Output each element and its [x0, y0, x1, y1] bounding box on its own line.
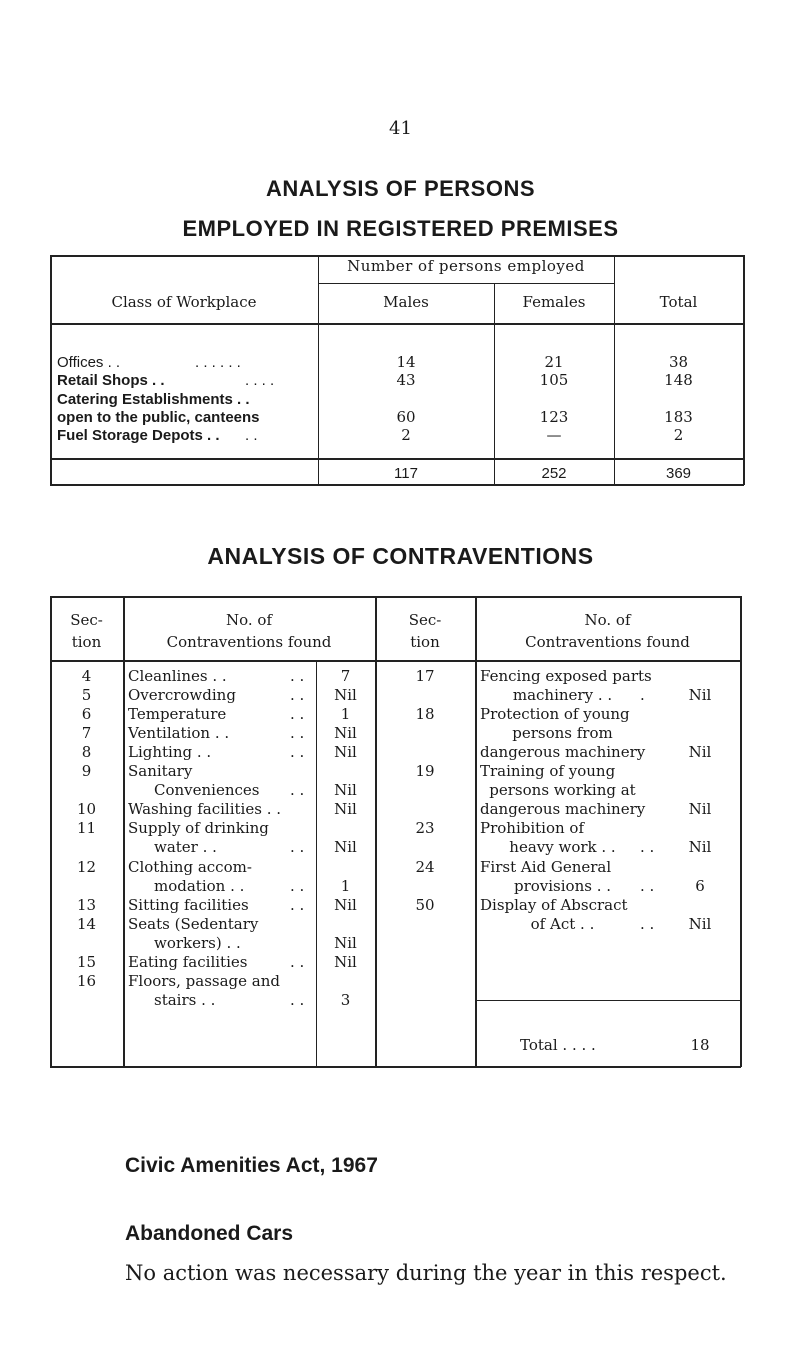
row-males: 43 — [396, 371, 416, 389]
contra-count: 7 — [340, 667, 351, 685]
col-class-header: Class of Workplace — [111, 293, 257, 311]
contra-count: Nil — [334, 933, 357, 952]
contra-item: machinery . . — [512, 686, 613, 705]
contra-item: Protection of young — [480, 705, 630, 724]
col-males-header: Males — [383, 293, 429, 311]
contra-item: Display of Abscract — [480, 895, 628, 914]
contra-item: dangerous machinery — [480, 743, 646, 762]
contra-item: Lighting . . — [128, 743, 212, 762]
row-males: 14 — [396, 353, 416, 371]
contra-item: of Act . . — [530, 914, 595, 933]
col-no-of-header: No. of — [584, 611, 631, 629]
contra-item: Supply of drinking — [128, 819, 269, 838]
table-rule — [475, 596, 477, 1067]
contraventions-title: ANALYSIS OF CONTRAVENTIONS — [207, 543, 594, 569]
contra-count: Nil — [334, 952, 357, 971]
contra-count: Nil — [688, 838, 712, 857]
contra-item: workers) . . — [154, 933, 241, 952]
contra-item: persons working at — [489, 781, 636, 800]
abandoned-cars-text: No action was necessary during the year in this respect. — [125, 1261, 727, 1285]
contra-dots: . . — [290, 686, 305, 705]
contra-total-value: 18 — [690, 1036, 710, 1054]
contra-dots: . . — [290, 952, 305, 971]
contra-section: 10 — [76, 800, 97, 819]
row-females: 123 — [539, 408, 569, 426]
table-rule — [743, 255, 745, 485]
contra-section: 14 — [76, 914, 97, 933]
contra-section: 24 — [415, 857, 435, 876]
contra-item: Cleanlines . . — [128, 667, 227, 685]
contra-section: 8 — [81, 743, 92, 762]
contra-dots: . . — [290, 724, 305, 743]
contra-section: 50 — [415, 895, 435, 914]
contra-item: Seats (Sedentary — [128, 914, 259, 933]
contra-count: Nil — [688, 914, 712, 933]
col-section-header: Sec- — [70, 611, 103, 629]
col-contra-header: Contraventions found — [525, 633, 690, 651]
contra-section: 11 — [76, 819, 97, 838]
contra-section: 15 — [76, 952, 97, 971]
contra-count: Nil — [688, 686, 712, 705]
contra-count: 1 — [340, 876, 351, 895]
row-females: — — [546, 426, 562, 444]
col-total-header: Total — [659, 293, 698, 311]
row-males: 2 — [401, 426, 411, 444]
contra-section: 18 — [415, 705, 435, 724]
row-total: 2 — [673, 426, 684, 444]
col-females-header: Females — [522, 293, 586, 311]
contra-section: 6 — [81, 705, 92, 724]
row-males: 60 — [396, 408, 416, 426]
col-section-header: tion — [410, 633, 440, 651]
table-row: open to the public, canteens — [57, 409, 260, 426]
abandoned-cars-heading: Abandoned Cars — [125, 1222, 294, 1245]
contra-dots: . . — [640, 914, 655, 933]
contra-item: Conveniences — [154, 781, 260, 800]
contra-item: modation . . — [154, 876, 245, 895]
col-section-header: Sec- — [408, 611, 442, 629]
table-rule — [318, 283, 614, 284]
contra-item: Ventilation . . — [128, 724, 230, 743]
page-number: 41 — [389, 118, 412, 139]
contra-section: 16 — [76, 971, 97, 990]
total-females: 252 — [541, 465, 567, 482]
contra-item: Fencing exposed parts — [480, 667, 652, 685]
contra-section: 4 — [81, 667, 92, 685]
contra-dots: . . — [640, 876, 655, 895]
row-females: 105 — [539, 371, 569, 389]
contra-count: 3 — [340, 990, 351, 1009]
table-rule — [50, 323, 744, 325]
contra-dots: . . — [290, 838, 305, 857]
civic-heading: Civic Amenities Act, 1967 — [125, 1154, 378, 1177]
table-row: Catering Establishments . . — [57, 391, 250, 408]
total-total: 369 — [665, 465, 692, 482]
contra-item: persons from — [512, 724, 613, 743]
contra-section: 23 — [415, 819, 435, 838]
contra-count: Nil — [334, 724, 357, 743]
persons-title-line2: EMPLOYED IN REGISTERED PREMISES — [182, 216, 619, 241]
col-no-of-header: No. of — [225, 611, 272, 629]
contra-item: heavy work . . — [509, 838, 616, 857]
contra-item: dangerous machinery — [480, 800, 646, 819]
contra-item: Temperature — [128, 705, 227, 724]
row-total: 148 — [664, 371, 693, 389]
contra-count: Nil — [688, 800, 712, 819]
contra-section: 13 — [76, 895, 97, 914]
contra-count: Nil — [334, 781, 357, 800]
row-dots: . . . . — [245, 372, 275, 389]
table-rule — [50, 660, 741, 662]
contra-section: 19 — [415, 762, 435, 781]
contra-total-label: Total . . . . — [520, 1036, 596, 1054]
table-rule — [475, 1000, 741, 1001]
contra-item: Overcrowding — [128, 686, 236, 705]
contra-item: provisions . . — [513, 876, 612, 895]
contra-section: 7 — [81, 724, 92, 743]
contra-dots: . . — [290, 743, 305, 762]
contra-item: Sanitary — [128, 762, 193, 781]
table-row: Offices . . — [57, 354, 121, 371]
contra-count: Nil — [334, 895, 357, 914]
contra-count: 1 — [340, 705, 351, 724]
table-row: Retail Shops . . — [57, 372, 165, 389]
contra-item: Training of young — [480, 762, 616, 781]
contra-dots: . . — [290, 705, 305, 724]
row-dots: . . . . . . — [195, 354, 241, 371]
contra-section: 17 — [415, 667, 435, 685]
contra-dots: . — [640, 686, 645, 705]
contra-count: Nil — [334, 743, 357, 762]
table-rule — [50, 255, 52, 485]
table-row: Fuel Storage Depots . . — [57, 427, 220, 444]
persons-header-group: Number of persons employed — [347, 257, 585, 275]
table-rule — [50, 458, 744, 460]
table-rule — [740, 596, 742, 1067]
table-rule — [123, 596, 125, 1067]
contra-item: Eating facilities — [128, 952, 248, 971]
contra-item: First Aid General — [480, 857, 612, 876]
contra-count: Nil — [334, 838, 357, 857]
contra-count: Nil — [334, 686, 357, 705]
contra-count: Nil — [688, 743, 712, 762]
contra-section: 9 — [81, 762, 92, 781]
col-contra-header: Contraventions found — [166, 633, 332, 651]
total-males: 117 — [394, 465, 418, 482]
contra-count: 6 — [695, 876, 705, 895]
table-rule — [50, 484, 744, 486]
contra-dots: . . — [290, 781, 305, 800]
contra-item: Clothing accom- — [128, 857, 252, 876]
contra-item: stairs . . — [154, 990, 216, 1009]
table-rule — [50, 1066, 741, 1068]
contra-item: water . . — [154, 838, 217, 857]
contra-dots: . . — [640, 838, 655, 857]
contra-count: Nil — [334, 800, 357, 819]
contra-item: Prohibition of — [480, 819, 585, 838]
row-dots: . . — [245, 427, 258, 444]
contra-dots: . . — [290, 876, 305, 895]
contra-item: Washing facilities . . — [128, 800, 282, 819]
contra-item: Sitting facilities — [128, 895, 249, 914]
contra-section: 5 — [81, 686, 92, 705]
contra-section: 12 — [76, 857, 97, 876]
row-females: 21 — [544, 353, 564, 371]
row-total: 183 — [664, 408, 693, 426]
col-section-header: tion — [71, 633, 102, 651]
row-total: 38 — [668, 353, 689, 371]
contra-dots: . . — [290, 667, 305, 685]
contra-item: Floors, passage and — [128, 971, 281, 990]
contra-dots: . . — [290, 895, 305, 914]
table-rule — [50, 596, 741, 598]
contra-dots: . . — [290, 990, 305, 1009]
persons-title-line1: ANALYSIS OF PERSONS — [265, 176, 536, 201]
